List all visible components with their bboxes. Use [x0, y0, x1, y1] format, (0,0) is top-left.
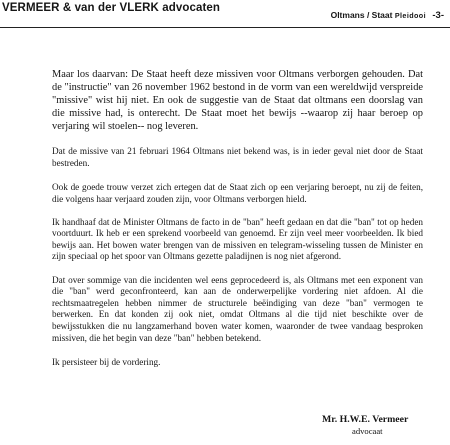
page-header	[0, 0, 450, 26]
signatory-role: advocaat	[352, 426, 383, 436]
document-body	[52, 68, 423, 379]
paragraph-concealment: Maar los daarvan: De Staat heeft deze missiven voor Oltmans verborgen gehouden. Dat de "instructie" van 26 november 1962 bestond in de vorm van een wereldwijd verspreide "missive" wist hij niet. En ook de suggestie van de Staat dat oltmans een doorslag van die missive had, is onterecht. De Staat moet het bewijs --waarop zij haar beroep op verjaring wil stoelen-- nog leveren.	[52, 69, 423, 132]
paragraph-incidents: Dat over sommige van die incidenten wel eens geprocedeerd is, als Oltmans met een exponent van die "ban" werd geconfronteerd, kan aan de onderwerpelijke vordering niet afdoen. Al die rechtsmaatregelen hebben nimmer de structurele beëindiging van deze "ban" vermogen te berwerken. En dat konden zij ook niet, omdat Oltmans al die tijd niet beschikte over de bewijsstukken die nu langzamerhand boven water komen, waaronder de twee vandaag besproken missiven, die het begin van deze "ban" hebben betekend.	[52, 274, 423, 343]
running-title-document: Pleidooi	[394, 11, 426, 20]
running-title	[331, 10, 444, 21]
signatory-name: Mr. H.W.E. Vermeer	[322, 414, 409, 425]
paragraph-ban: Ik handhaaf dat de Minister Oltmans de facto in de "ban" heeft gedaan en dat die "ban" tot op heden voortduurt. Ik heb er een sprekend voorbeeld van genoemd. Er zijn veel meer voorbeelden. Ik bied bewijs aan. Het bowen water brengen van de missiven en telegram-wisseling tussen de Minister en zijn speciaal op het spoor van Oltmans gezette paladijnen is nog niet afgerond.	[52, 216, 423, 262]
header-rule	[0, 27, 450, 28]
running-title-parties: Oltmans / Staat	[330, 10, 393, 20]
firm-name: VERMEER & van der VLERK advocaten	[2, 2, 221, 14]
signature-block	[322, 414, 442, 436]
page-number: -3-	[432, 10, 444, 21]
paragraph-conclusion: Ik persisteer bij de vordering.	[52, 356, 161, 367]
paragraph-good-faith: Ook de goede trouw verzet zich ertegen dat de Staat zich op een verjaring beroept, nu zij de feiten, die volgens haar verjaard zouden zijn, voor Oltmans verborgen hield.	[52, 181, 423, 204]
paragraph-missive-1964: Dat de missive van 21 februari 1964 Oltmans niet bekend was, is in ieder geval niet door de Staat bestreden.	[52, 145, 423, 168]
